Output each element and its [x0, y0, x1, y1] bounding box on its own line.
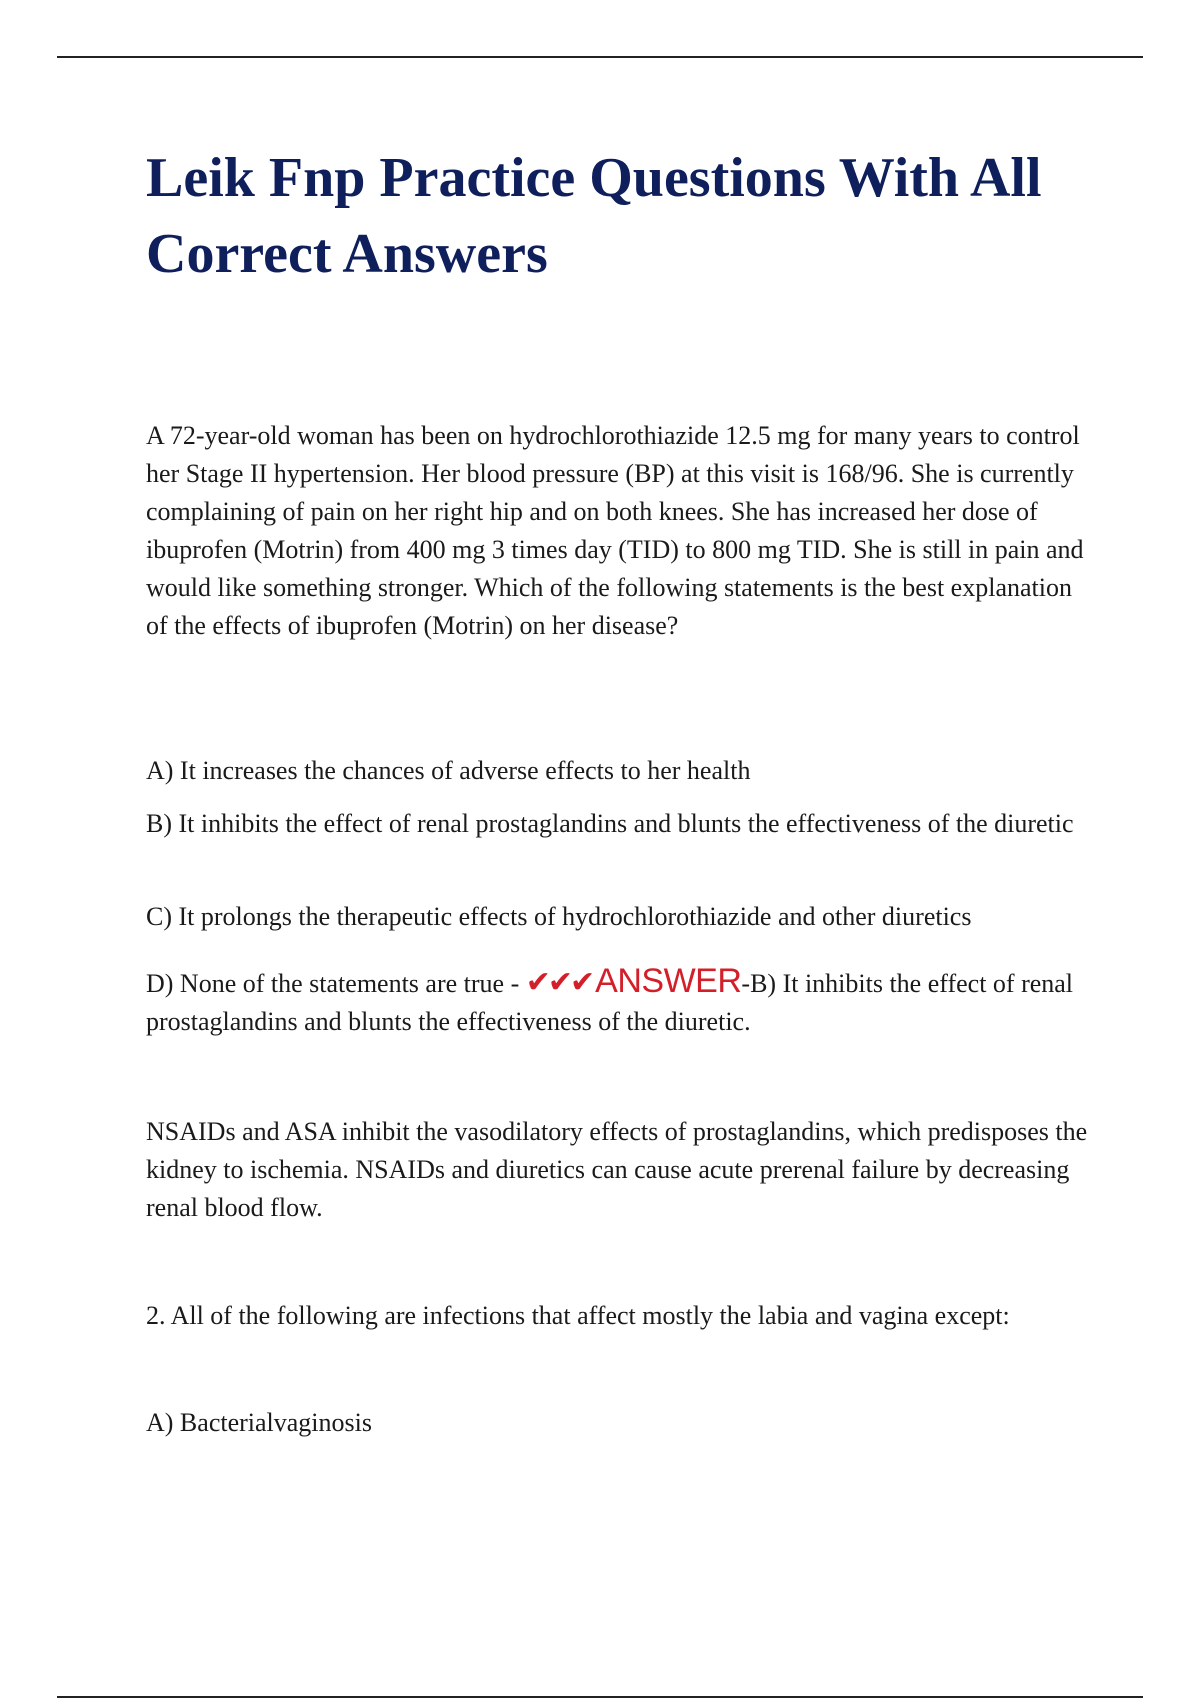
question-1-stem: A 72-year-old woman has been on hydrochlorothiazide 12.5 mg for many years to control her Stage II hypertension. Her blood pressure (BP) at this visit is 168/96. She is currently complaining of pain on her right hip and on both knees. She has increased her dose of ibuprofen (Motrin) from 400 mg 3 times day (TID) to 800 mg TID. She is still in pain and would like something stronger. Which of the following statements is the best explanation of the effects of ibuprofen (Motrin) on her disease? — [146, 421, 1084, 640]
question-2-stem: 2. All of the following are infections that affect mostly the labia and vagina except: — [146, 1301, 1010, 1330]
answer-label: ANSWER — [595, 962, 742, 1000]
answer-text: -B) It inhibits the effect of renal prostaglandins and blunts the effectiveness of the diuretic. — [146, 969, 1074, 1036]
question-1-option-b: B) It inhibits the effect of renal prostaglandins and blunts the effectiveness of the diuretic — [146, 809, 1074, 838]
question-1-option-d-with-answer — [146, 962, 1096, 1041]
question-1-option-a: A) It increases the chances of adverse effects to her health — [146, 756, 751, 785]
question-1-option-c: C) It prolongs the therapeutic effects of hydrochlorothiazide and other diuretics — [146, 902, 972, 931]
option-d-text: D) None of the statements are true - — [146, 969, 526, 998]
answer-marker — [526, 962, 742, 1000]
top-rule — [57, 56, 1143, 58]
check-marks-icon: ✔✔✔ — [525, 965, 593, 1000]
document-title: Leik Fnp Practice Questions With All Correct Answers — [146, 147, 1042, 285]
bottom-rule — [57, 1696, 1143, 1698]
question-1-explanation: NSAIDs and ASA inhibit the vasodilatory effects of prostaglandins, which predisposes the kidney to ischemia. NSAIDs and diuretics can cause acute prerenal failure by decreasing renal blood flow. — [146, 1117, 1088, 1222]
question-2-option-a: A) Bacterialvaginosis — [146, 1408, 372, 1437]
